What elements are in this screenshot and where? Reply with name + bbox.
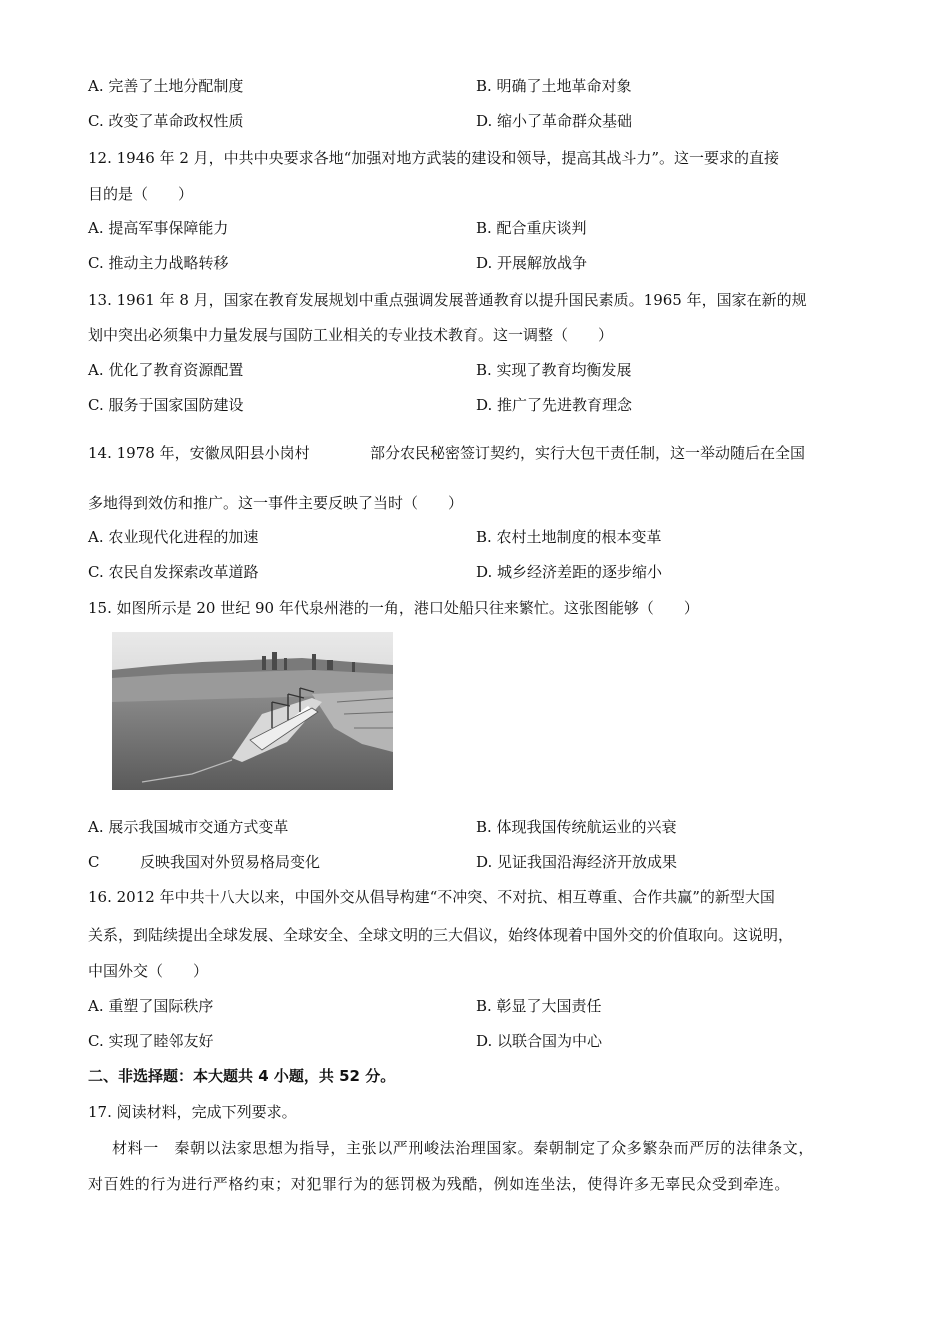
- q16-stem-line2: 关系，到陆续提出全球发展、全球安全、全球文明的三大倡议，始终体现着中国外交的价值取向。这说明，: [88, 926, 794, 944]
- q17-material1-line1: 材料一 秦朝以法家思想为指导，主张以严刑峻法治理国家。秦朝制定了众多繁杂而严厉的法律条文，: [112, 1139, 815, 1157]
- q13-option-d[interactable]: D. 推广了先进教育理念: [476, 396, 633, 414]
- q14-option-d[interactable]: D. 城乡经济差距的逐步缩小: [476, 563, 663, 581]
- q15-option-c-letter[interactable]: C: [88, 853, 100, 871]
- q13-option-b[interactable]: B. 实现了教育均衡发展: [476, 361, 632, 379]
- q12-option-b[interactable]: B. 配合重庆谈判: [476, 219, 587, 237]
- q13-option-c[interactable]: C. 服务于国家国防建设: [88, 396, 244, 414]
- q14-stem-line2: 多地得到效仿和推广。这一事件主要反映了当时（ ）: [88, 494, 464, 512]
- q12-stem-line1: 12. 1946 年 2 月，中共中央要求各地“加强对地方武装的建设和领导，提高其战斗力”。这一要求的直接: [88, 149, 779, 167]
- q15-option-c[interactable]: 反映我国对外贸易格局变化: [140, 853, 321, 871]
- q16-option-c[interactable]: C. 实现了睦邻友好: [88, 1032, 214, 1050]
- q14-option-a[interactable]: A. 农业现代化进程的加速: [88, 528, 259, 546]
- q16-option-d[interactable]: D. 以联合国为中心: [476, 1032, 603, 1050]
- section-title: 二、非选择题：本大题共 4 小题，共 52 分。: [88, 1067, 396, 1085]
- q11-option-a[interactable]: A. 完善了土地分配制度: [88, 77, 244, 95]
- q11-option-b[interactable]: B. 明确了土地革命对象: [476, 77, 632, 95]
- q13-stem-line1: 13. 1961 年 8 月，国家在教育发展规划中重点强调发展普通教育以提升国民素质。1965 年，国家在新的规: [88, 291, 807, 309]
- q13-stem-line2: 划中突出必须集中力量发展与国防工业相关的专业技术教育。这一调整（ ）: [88, 326, 614, 344]
- q16-option-b[interactable]: B. 彰显了大国责任: [476, 997, 602, 1015]
- q12-stem-line2: 目的是（ ）: [88, 185, 194, 203]
- q14-stem-line1b: 部分农民秘密签订契约，实行大包干责任制，这一举动随后在全国: [370, 444, 806, 462]
- q15-option-d[interactable]: D. 见证我国沿海经济开放成果: [476, 853, 678, 871]
- q14-stem-line1a: 14. 1978 年，安徽凤阳县小岗村: [88, 444, 310, 462]
- q12-option-a[interactable]: A. 提高军事保障能力: [88, 219, 229, 237]
- harbor-photo: [112, 632, 393, 790]
- q12-option-c[interactable]: C. 推动主力战略转移: [88, 254, 229, 272]
- q14-option-b[interactable]: B. 农村土地制度的根本变革: [476, 528, 662, 546]
- q16-stem-line1: 16. 2012 年中共十八大以来，中国外交从倡导构建“不冲突、不对抗、相互尊重、合作共赢”的新型大国: [88, 888, 775, 906]
- q15-stem: 15. 如图所示是 20 世纪 90 年代泉州港的一角，港口处船只往来繁忙。这张图能够（ ）: [88, 599, 699, 617]
- q12-option-d[interactable]: D. 开展解放战争: [476, 254, 588, 272]
- q17-stem: 17. 阅读材料，完成下列要求。: [88, 1103, 297, 1121]
- q17-material1-line2: 对百姓的行为进行严格约束；对犯罪行为的惩罚极为残酷，例如连坐法，使得许多无辜民众受到牵连。: [88, 1175, 791, 1193]
- q16-stem-line3: 中国外交（ ）: [88, 962, 209, 980]
- q15-option-b[interactable]: B. 体现我国传统航运业的兴衰: [476, 818, 677, 836]
- q11-option-c[interactable]: C. 改变了革命政权性质: [88, 112, 244, 130]
- q14-option-c[interactable]: C. 农民自发探索改革道路: [88, 563, 259, 581]
- q13-option-a[interactable]: A. 优化了教育资源配置: [88, 361, 244, 379]
- q16-option-a[interactable]: A. 重塑了国际秩序: [88, 997, 214, 1015]
- q15-option-a[interactable]: A. 展示我国城市交通方式变革: [88, 818, 289, 836]
- q11-option-d[interactable]: D. 缩小了革命群众基础: [476, 112, 633, 130]
